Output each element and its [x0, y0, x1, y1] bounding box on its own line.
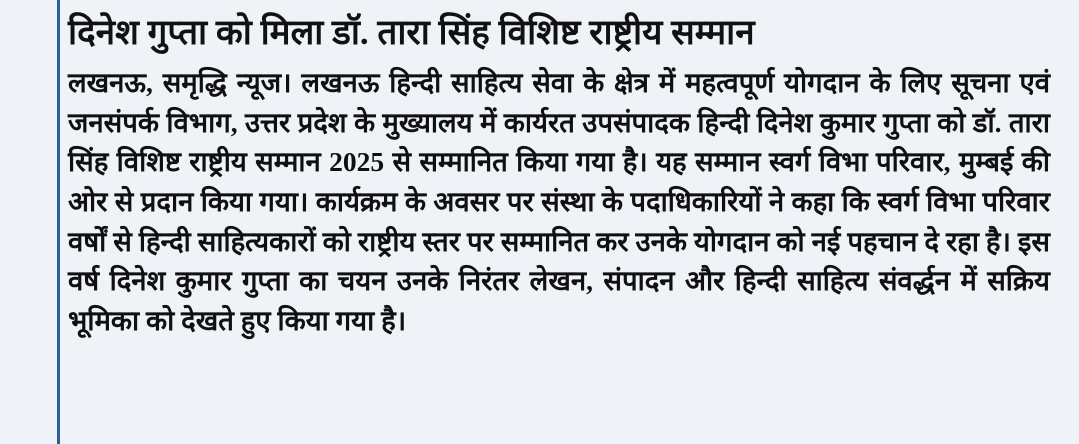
page-title: दिनेश गुप्ता को मिला डॉ. तारा सिंह विशिष्ट राष्ट्रीय सम्मान	[68, 13, 755, 52]
article-body	[68, 53, 1068, 340]
dateline: लखनऊ, समृद्धि न्यूज।	[68, 67, 292, 99]
article-body-text: लखनऊ हिन्दी साहित्य सेवा के क्षेत्र में महत्वपूर्ण योगदान के लिए सूचना एवं जनसंपर्क विभाग, उत्तर प्रदेश के मुख्यालय में कार्यरत उपसंपादक हिन्दी दिनेश कुमार गुप्ता को डॉ. तारा सिंह विशिष्ट राष्ट्रीय सम्मान 2025 से सम्मानित किया गया है। यह सम्मान स्वर्ग विभा परिवार, मुम्बई की ओर से प्रदान किया गया। कार्यक्रम के अवसर पर संस्था के पदाधिकारियों ने कहा कि स्वर्ग विभा परिवार वर्षों से हिन्दी साहित्यकारों को राष्ट्रीय स्तर पर सम्मानित कर उनके योगदान को नई पहचान दे रहा है। इस वर्ष दिनेश कुमार गुप्ता का चयन उनके निरंतर लेखन, संपादन और हिन्दी साहित्य संवर्द्धन में सक्रिय भूमिका को देखते हुए किया गया है।	[68, 67, 1050, 336]
article-container	[68, 0, 1068, 444]
column-divider-rule	[57, 0, 60, 444]
